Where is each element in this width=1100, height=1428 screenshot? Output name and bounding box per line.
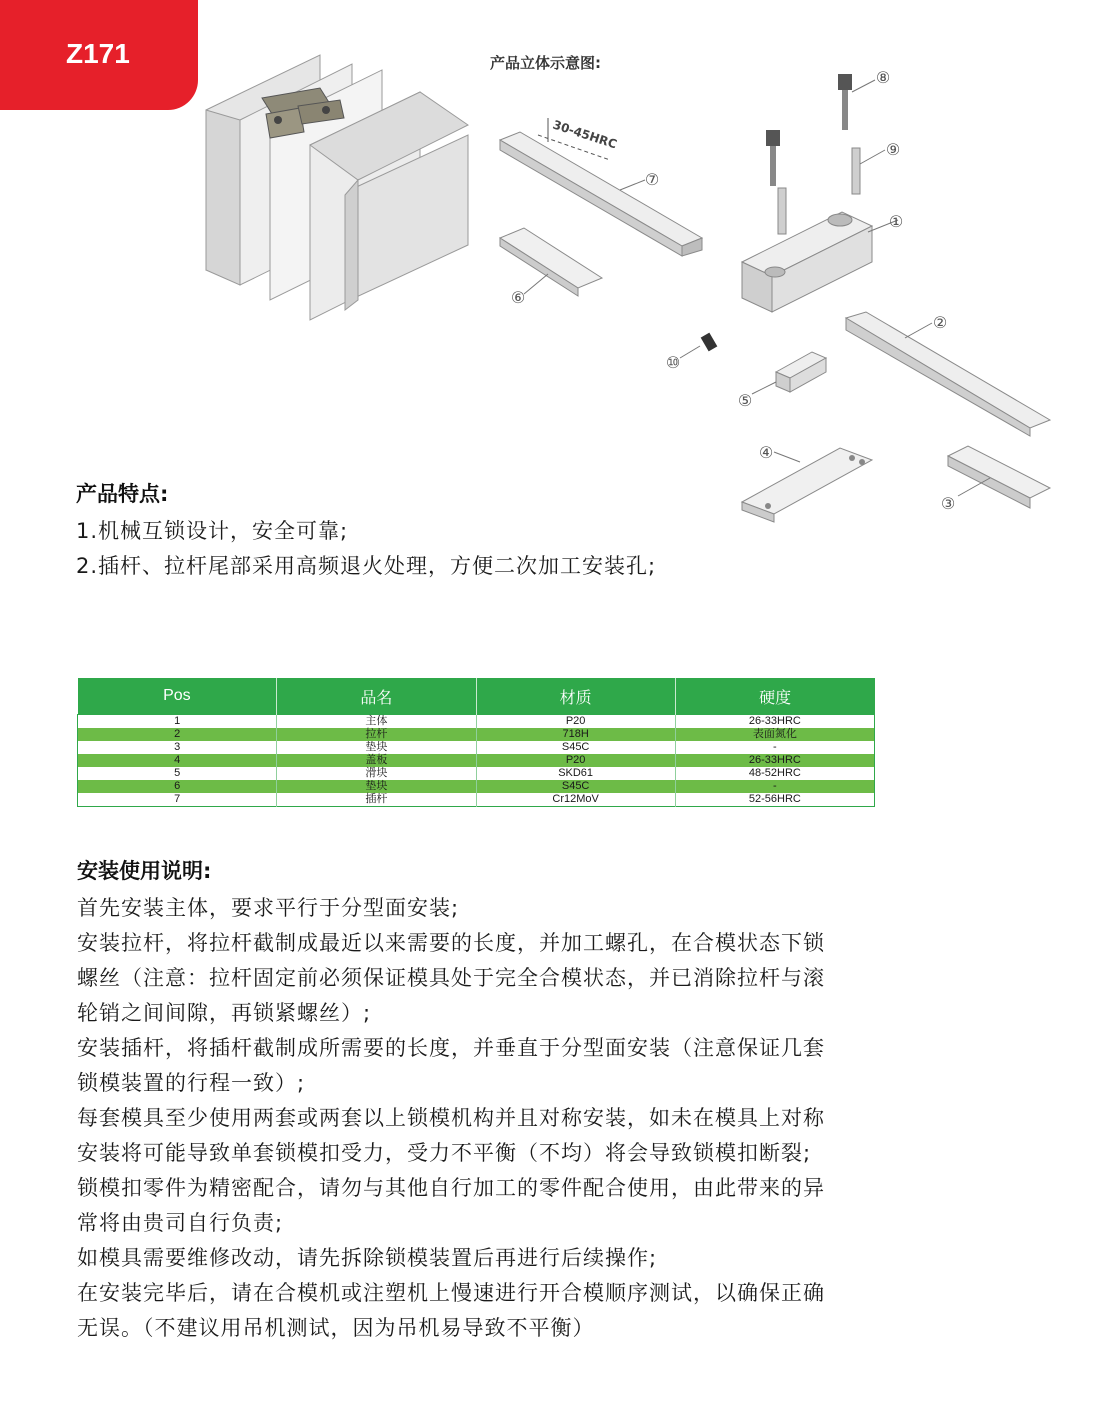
part-10-set-screw <box>701 333 718 352</box>
cell-hardness: 48-52HRC <box>748 767 801 779</box>
callout-2: ② <box>932 313 948 332</box>
part-8-screws <box>766 74 852 186</box>
cell-name: 插杆 <box>277 793 476 807</box>
install-line: 安装插杆，将插杆截制成所需要的长度，并垂直于分型面安装（注意保证几套 <box>77 1036 825 1060</box>
model-code: Z171 <box>66 38 130 69</box>
install-line: 轮销之间间隙，再锁紧螺丝）; <box>77 1001 372 1025</box>
callout-9: ⑨ <box>885 140 901 159</box>
install-line: 安装拉杆，将拉杆截制成最近以来需要的长度，并加工螺孔，在合模状态下锁 <box>77 931 825 955</box>
cell-pos: 5 <box>78 767 277 780</box>
install-line: 安装将可能导致单套锁模扣受力，受力不平衡（不均）将会导致锁模扣断裂; <box>77 1141 812 1165</box>
install-line: 无误。（不建议用吊机测试，因为吊机易导致不平衡） <box>77 1316 595 1340</box>
install-title: 安装使用说明: <box>77 859 212 883</box>
features-section <box>76 478 656 584</box>
header-hardness: 硬度 <box>675 678 874 715</box>
cell-pos: 1 <box>78 715 277 729</box>
cell-hardness: - <box>675 780 874 793</box>
callout-7: ⑦ <box>644 170 660 189</box>
callout-5: ⑤ <box>737 391 753 410</box>
feature-item: 1.机械互锁设计，安全可靠; <box>76 519 349 543</box>
table-row <box>78 767 875 780</box>
cell-name: 盖板 <box>277 754 476 767</box>
install-line: 如模具需要维修改动，请先拆除锁模装置后再进行后续操作; <box>77 1246 658 1270</box>
exploded-diagram <box>0 0 1100 540</box>
install-line: 每套模具至少使用两套或两套以上锁模机构并且对称安装，如未在模具上对称 <box>77 1106 825 1130</box>
callout-6: ⑥ <box>510 288 526 307</box>
diagram-title: 产品立体示意图: <box>490 54 601 72</box>
cell-pos: 6 <box>78 780 277 793</box>
install-line: 常将由贵司自行负责; <box>77 1211 284 1235</box>
hardness-annotation: 30-45HRC <box>551 117 619 152</box>
header-material: 材质 <box>476 678 675 715</box>
cell-material: SKD61 <box>476 767 675 780</box>
table-row <box>78 780 875 793</box>
cell-material: P20 <box>476 715 675 729</box>
install-line: 锁模装置的行程一致）; <box>77 1071 306 1095</box>
cell-name: 垫块 <box>277 741 476 754</box>
header-pos: Pos <box>78 678 277 715</box>
part-6-spacer-block <box>500 228 602 296</box>
install-line: 首先安装主体，要求平行于分型面安装; <box>77 896 460 920</box>
callout-3: ③ <box>940 494 956 513</box>
install-line: 在安装完毕后，请在合模机或注塑机上慢速进行开合模顺序测试，以确保正确 <box>77 1281 825 1305</box>
part-2-pull-rod <box>846 312 1050 436</box>
table-row <box>78 715 875 729</box>
install-line: 锁模扣零件为精密配合，请勿与其他自行加工的零件配合使用，由此带来的异 <box>77 1176 825 1200</box>
cell-material: S45C <box>476 780 675 793</box>
cell-pos: 3 <box>78 741 277 754</box>
cell-name: 垫块 <box>277 780 476 793</box>
install-instructions <box>77 855 977 1346</box>
callout-10: ⑩ <box>665 353 681 372</box>
parts-spec-table <box>77 678 875 807</box>
feature-item: 2.插杆、拉杆尾部采用高频退火处理，方便二次加工安装孔; <box>76 554 657 578</box>
cell-hardness: 表面氮化 <box>675 728 874 741</box>
cell-name: 滑块 <box>277 767 476 780</box>
callout-4: ④ <box>758 443 774 462</box>
header-name: 品名 <box>277 678 476 715</box>
cell-hardness: 52-56HRC <box>748 793 801 805</box>
table-row <box>78 741 875 754</box>
cell-hardness: - <box>773 741 777 753</box>
cell-material: Cr12MoV <box>476 793 675 807</box>
table-row <box>78 728 875 741</box>
cell-hardness: 26-33HRC <box>675 754 874 767</box>
part-5-slider <box>776 352 826 392</box>
cell-name: 拉杆 <box>277 728 476 741</box>
cell-pos: 7 <box>78 793 277 807</box>
cell-name: 主体 <box>277 715 476 729</box>
cell-hardness: 26-33HRC <box>748 715 801 727</box>
part-1-main-body <box>742 212 872 312</box>
callout-1: ① <box>888 212 904 231</box>
callout-8: ⑧ <box>875 68 891 87</box>
cell-material: S45C <box>476 741 675 754</box>
cell-pos: 2 <box>78 728 277 741</box>
mold-assembly-illustration <box>206 55 468 320</box>
cell-pos: 4 <box>78 754 277 767</box>
install-line: 螺丝（注意：拉杆固定前必须保证模具处于完全合模状态，并已消除拉杆与滚 <box>77 966 825 990</box>
part-3-spacer-block <box>948 446 1050 508</box>
features-title: 产品特点: <box>76 482 169 506</box>
cell-material: 718H <box>476 728 675 741</box>
table-header-row <box>78 678 875 715</box>
table-row <box>78 754 875 767</box>
cell-material: P20 <box>476 754 675 767</box>
table-row <box>78 793 875 807</box>
